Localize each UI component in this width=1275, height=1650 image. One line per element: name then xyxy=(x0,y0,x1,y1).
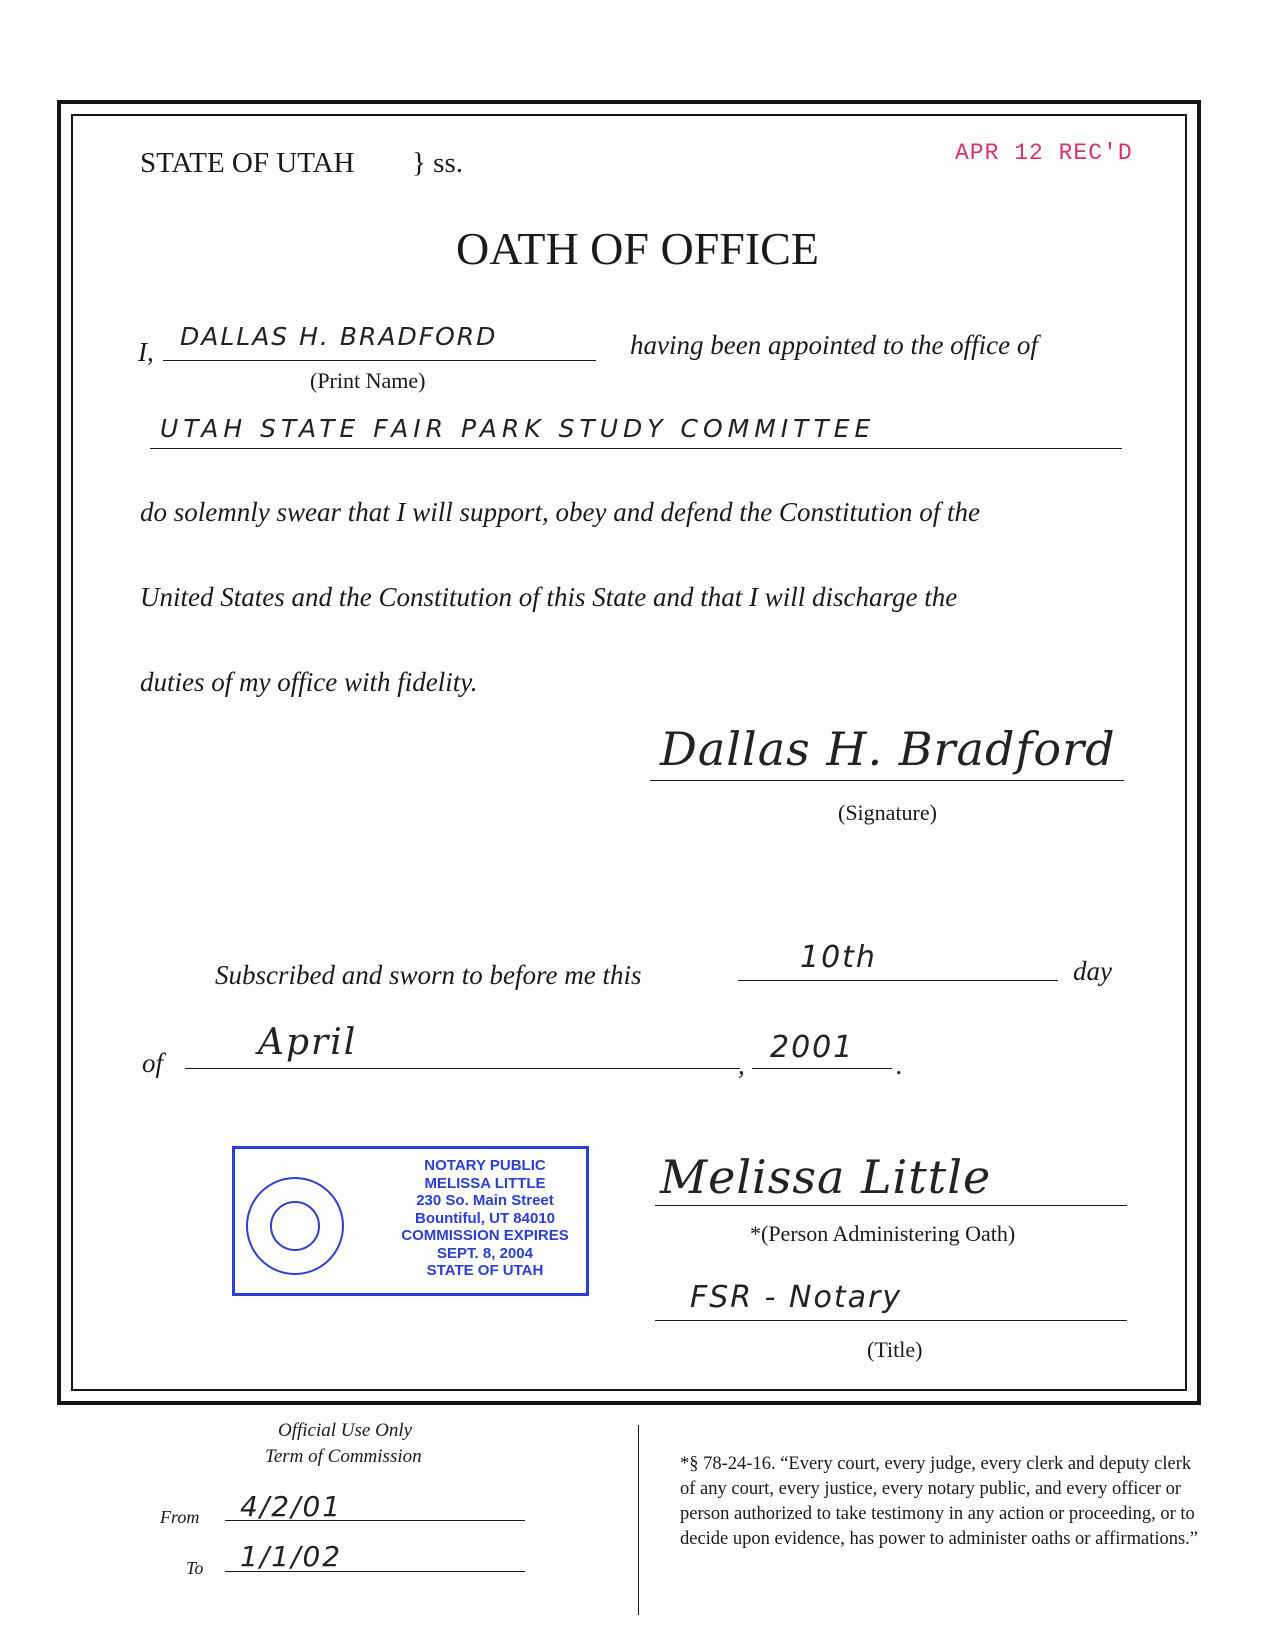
administering-label: *(Person Administering Oath) xyxy=(750,1221,1016,1246)
stamp-line: NOTARY PUBLIC xyxy=(424,1157,546,1174)
stamp-line: MELISSA LITTLE xyxy=(424,1174,546,1192)
document-title: OATH OF OFFICE xyxy=(456,223,819,274)
stamp-line: Bountiful, UT 84010 xyxy=(414,1209,556,1227)
term-heading: Term of Commission xyxy=(265,1446,422,1467)
stamp-line: STATE OF UTAH xyxy=(426,1262,544,1279)
notary-stamp xyxy=(232,1146,589,1296)
month-value: April xyxy=(258,1022,358,1063)
title-line xyxy=(655,1320,1127,1321)
stamp-line: SEPT. 8, 2004 xyxy=(437,1244,533,1262)
comma: , xyxy=(738,1050,745,1080)
official-use-heading: Official Use Only xyxy=(278,1420,413,1441)
title-value: FSR - Notary xyxy=(690,1280,903,1315)
administering-line xyxy=(655,1205,1127,1206)
of-label: of xyxy=(142,1048,164,1078)
day-label: day xyxy=(1073,956,1112,986)
title-label: (Title) xyxy=(867,1337,923,1362)
stamp-line: 230 So. Main Street xyxy=(416,1192,554,1209)
office-line xyxy=(150,448,1122,449)
appointment-suffix: having been appointed to the office of xyxy=(630,330,1038,360)
stamp-line: COMMISSION EXPIRES xyxy=(401,1227,569,1244)
month-line xyxy=(185,1068,740,1069)
notary-stamp-text xyxy=(385,1157,585,1280)
day-value: 10th xyxy=(800,940,877,975)
year-value: 2001 xyxy=(770,1030,855,1065)
printed-name-value: DALLAS H. BRADFORD xyxy=(180,322,498,351)
received-stamp: APR 12 REC'D xyxy=(955,140,1133,166)
office-value: UTAH STATE FAIR PARK STUDY COMMITTEE xyxy=(160,414,876,443)
print-name-line xyxy=(163,360,596,361)
appointment-prefix: I, xyxy=(138,337,154,367)
oath-line-3: duties of my office with fidelity. xyxy=(140,667,478,697)
signature-line xyxy=(650,780,1124,781)
administering-signature: Melissa Little xyxy=(660,1150,992,1204)
oath-line-2: United States and the Constitution of this State and that I will discharge the xyxy=(140,582,958,612)
day-line xyxy=(738,980,1058,981)
from-label: From xyxy=(160,1507,200,1527)
signature-label: (Signature) xyxy=(838,800,937,825)
seal-beehive-icon xyxy=(270,1201,320,1251)
sworn-text: Subscribed and sworn to before me this xyxy=(215,960,642,990)
to-label: To xyxy=(186,1558,204,1578)
statute-note: *§ 78-24-16. “Every court, every judge, every clerk and deputy clerk of any court, every justice, every notary public, and every officer or person authorized to take testimony in any action or proceeding, or to decide upon evidence, has power to administer oaths or affirmations.” xyxy=(680,1454,1199,1549)
oath-line-1: do solemnly swear that I will support, obey and defend the Constitution of the xyxy=(140,497,980,527)
applicant-signature: Dallas H. Bradford xyxy=(660,722,1116,776)
ss-notation: } ss. xyxy=(412,147,463,179)
print-name-label: (Print Name) xyxy=(310,368,426,393)
to-value: 1/1/02 xyxy=(240,1540,343,1573)
state-heading: STATE OF UTAH xyxy=(140,147,355,179)
state-seal-icon xyxy=(246,1177,344,1275)
period: . xyxy=(896,1050,903,1080)
from-value: 4/2/01 xyxy=(240,1490,343,1523)
footer-divider xyxy=(638,1425,639,1615)
year-line xyxy=(752,1068,892,1069)
